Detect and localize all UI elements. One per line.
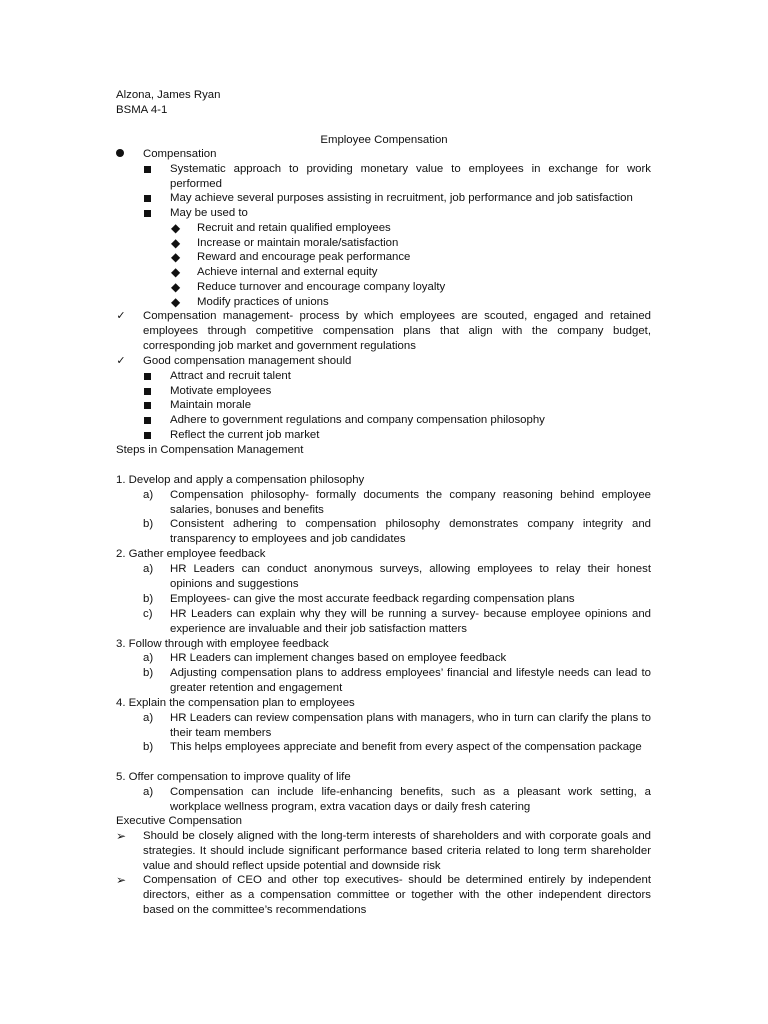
step-marker: a)	[143, 786, 154, 798]
list-item: Adhere to government regulations and company compensation philosophy	[170, 414, 545, 426]
list-item: Systematic approach to providing monetary value to employees in exchange for work performed	[170, 163, 651, 190]
diamond-bullet-icon: ◆	[171, 221, 181, 235]
management-definition: Compensation management- process by which employees are scouted, engaged and retained employees through competitive compensation plans that align with the company budget, corresponding job market and government regulations	[143, 310, 651, 352]
list-item: Modify practices of unions	[197, 296, 329, 308]
list-item: Motivate employees	[170, 385, 272, 397]
square-bullet-icon	[144, 166, 151, 173]
list-item: Recruit and retain qualified employees	[197, 222, 391, 234]
list-item: Maintain morale	[170, 399, 252, 411]
step-marker: a)	[143, 563, 154, 575]
author-name: Alzona, James Ryan	[116, 89, 221, 101]
step-marker: b)	[143, 593, 154, 605]
step-detail: This helps employees appreciate and benefit from every aspect of the compensation package	[170, 741, 642, 753]
square-bullet-icon	[144, 402, 151, 409]
step-title: 2. Gather employee feedback	[116, 548, 266, 560]
step-marker: b)	[143, 741, 154, 753]
step-detail: Employees- can give the most accurate feedback regarding compensation plans	[170, 593, 575, 605]
step-detail: HR Leaders can explain why they will be running a survey- because employee opinions and experience are invaluable and their job satisfaction matters	[170, 608, 651, 635]
step-title: 1. Develop and apply a compensation philosophy	[116, 474, 365, 486]
document-title: Employee Compensation	[320, 134, 448, 146]
list-item: May be used to	[170, 207, 248, 219]
list-item: Attract and recruit talent	[170, 370, 291, 382]
square-bullet-icon	[144, 373, 151, 380]
step-detail: HR Leaders can implement changes based on employee feedback	[170, 652, 507, 664]
section-heading-good-management: Good compensation management should	[143, 355, 352, 367]
section-heading-executive: Executive Compensation	[116, 815, 242, 827]
arrow-bullet-icon: ➢	[115, 829, 127, 843]
square-bullet-icon	[144, 417, 151, 424]
step-title: 4. Explain the compensation plan to employees	[116, 697, 355, 709]
list-item: Achieve internal and external equity	[197, 266, 378, 278]
step-detail: HR Leaders can review compensation plans with managers, who in turn can clarify the plans to their team members	[170, 712, 651, 739]
step-marker: a)	[143, 652, 154, 664]
square-bullet-icon	[144, 195, 151, 202]
diamond-bullet-icon: ◆	[171, 265, 181, 279]
diamond-bullet-icon: ◆	[171, 236, 181, 250]
checkmark-icon: ✓	[116, 310, 126, 322]
step-marker: b)	[143, 518, 154, 530]
square-bullet-icon	[144, 388, 151, 395]
step-title: 3. Follow through with employee feedback	[116, 638, 329, 650]
checkmark-icon: ✓	[116, 355, 126, 367]
list-item: Compensation of CEO and other top executives- should be determined entirely by independent directors, either as a compensation committee or together with the other independent directors based on the committee’s recommendations	[143, 874, 651, 916]
arrow-bullet-icon: ➢	[115, 873, 127, 887]
section-heading-steps: Steps in Compensation Management	[116, 444, 304, 456]
step-title: 5. Offer compensation to improve quality of life	[116, 771, 351, 783]
square-bullet-icon	[144, 210, 151, 217]
step-marker: a)	[143, 489, 154, 501]
step-detail: Adjusting compensation plans to address employees’ financial and lifestyle needs can lead to greater retention and engagement	[170, 667, 651, 694]
step-marker: b)	[143, 667, 154, 679]
diamond-bullet-icon: ◆	[171, 295, 181, 309]
step-marker: a)	[143, 712, 154, 724]
step-detail: Compensation philosophy- formally documents the company reasoning behind employee salaries, bonuses and benefits	[170, 489, 651, 516]
list-item: Reward and encourage peak performance	[197, 251, 411, 263]
square-bullet-icon	[144, 432, 151, 439]
list-item: Increase or maintain morale/satisfaction	[197, 237, 399, 249]
list-item: May achieve several purposes assisting in recruitment, job performance and job satisfaction	[170, 192, 633, 204]
section-heading-compensation: Compensation	[143, 148, 217, 160]
class-section: BSMA 4-1	[116, 104, 168, 116]
diamond-bullet-icon: ◆	[171, 280, 181, 294]
step-marker: c)	[143, 608, 153, 620]
step-detail: Consistent adhering to compensation philosophy demonstrates company integrity and transparency to employees and job candidates	[170, 518, 651, 545]
list-item: Reduce turnover and encourage company loyalty	[197, 281, 446, 293]
step-detail: Compensation can include life-enhancing benefits, such as a pleasant work setting, a workplace wellness program, extra vacation days or daily fresh catering	[170, 786, 651, 813]
diamond-bullet-icon: ◆	[171, 250, 181, 264]
list-item: Should be closely aligned with the long-term interests of shareholders and with corporate goals and strategies. It should include significant performance based criteria related to long term shareholder value and should reflect upside potential and downside risk	[143, 830, 651, 872]
list-item: Reflect the current job market	[170, 429, 320, 441]
bullet-dot-icon	[116, 149, 124, 157]
step-detail: HR Leaders can conduct anonymous surveys, allowing employees to relay their honest opinions and suggestions	[170, 563, 651, 590]
